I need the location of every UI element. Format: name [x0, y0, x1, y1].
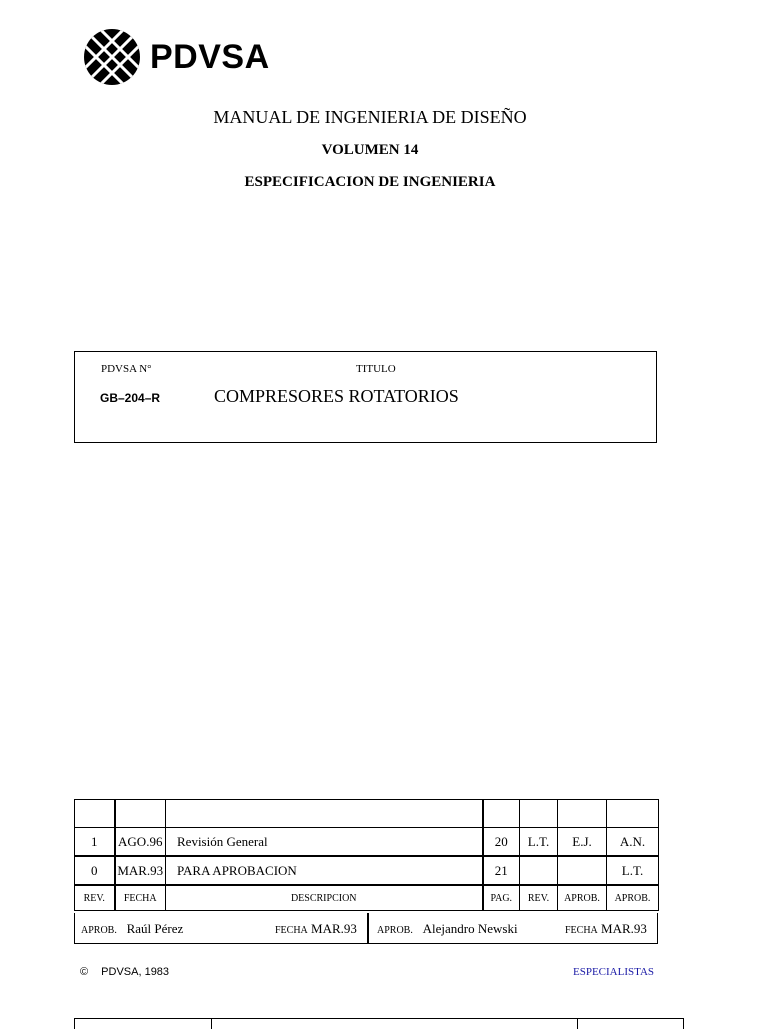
revision-table [74, 799, 659, 911]
document-number-label: PDVSA N° [101, 363, 152, 375]
rev-cell: 0 [75, 856, 115, 885]
empty-cell [558, 800, 607, 828]
empty-cell [607, 800, 659, 828]
approval-row [74, 913, 658, 944]
approval-date: MAR.93 [601, 921, 647, 936]
empty-cell [520, 800, 558, 828]
aprob-header: APROB. [558, 885, 607, 911]
copyright-text: PDVSA, 1983 [101, 966, 170, 978]
date-cell: AGO.96 [115, 828, 166, 857]
aprob2-cell: L.T. [607, 856, 659, 885]
divider [367, 913, 369, 943]
approver-name: Alejandro Newski [422, 921, 518, 936]
date-header: FECHA [115, 885, 166, 911]
page-cell: 21 [483, 856, 520, 885]
aprob2-cell: A.N. [607, 828, 659, 857]
table-row [75, 800, 659, 828]
document-title-label: TITULO [356, 363, 396, 375]
rev-by-header: REV. [520, 885, 558, 911]
description-header: DESCRIPCION [166, 885, 483, 911]
approval-left [81, 921, 183, 937]
aprob2-header: APROB. [607, 885, 659, 911]
table-row [75, 856, 659, 885]
description-cell: PARA APROBACION [166, 856, 483, 885]
approval-left-date [275, 921, 357, 937]
table-header-row [75, 885, 659, 911]
page-header: PAG. [483, 885, 520, 911]
copyright [80, 966, 169, 978]
spec-subtitle: ESPECIFICACION DE INGENIERIA [244, 174, 496, 190]
rev-header: REV. [75, 885, 115, 911]
page-cell: 20 [483, 828, 520, 857]
logo-text: PDVSA [150, 38, 270, 76]
empty-cell [75, 800, 115, 828]
date-cell: MAR.93 [115, 856, 166, 885]
volume-label: VOLUMEN 14 [321, 142, 419, 158]
rev-by-cell: L.T. [520, 828, 558, 857]
manual-title: MANUAL DE INGENIERIA DE DISEÑO [213, 107, 527, 127]
rev-cell: 1 [75, 828, 115, 857]
approval-right [377, 921, 518, 937]
copyright-icon: © [80, 966, 89, 978]
aprob-label: APROB. [81, 925, 117, 936]
empty-cell [115, 800, 166, 828]
fecha-label: FECHA [565, 925, 598, 936]
document-id-box [74, 351, 657, 443]
logo [84, 29, 270, 85]
description-cell: Revisión General [166, 828, 483, 857]
table-row [75, 828, 659, 857]
document-title: COMPRESORES ROTATORIOS [214, 386, 459, 406]
empty-cell [166, 800, 483, 828]
empty-cell [483, 800, 520, 828]
approver-name: Raúl Pérez [126, 921, 184, 936]
fecha-label: FECHA [275, 925, 308, 936]
pdvsa-logo-icon [84, 29, 140, 85]
aprob-cell [558, 856, 607, 885]
especialistas-link[interactable]: ESPECIALISTAS [573, 966, 655, 978]
approval-date: MAR.93 [311, 921, 357, 936]
aprob-cell: E.J. [558, 828, 607, 857]
divider [577, 1019, 578, 1029]
aprob-label: APROB. [377, 925, 413, 936]
approval-right-date [565, 921, 647, 937]
rev-by-cell [520, 856, 558, 885]
divider [211, 1019, 212, 1029]
document-number: GB–204–R [100, 391, 161, 405]
